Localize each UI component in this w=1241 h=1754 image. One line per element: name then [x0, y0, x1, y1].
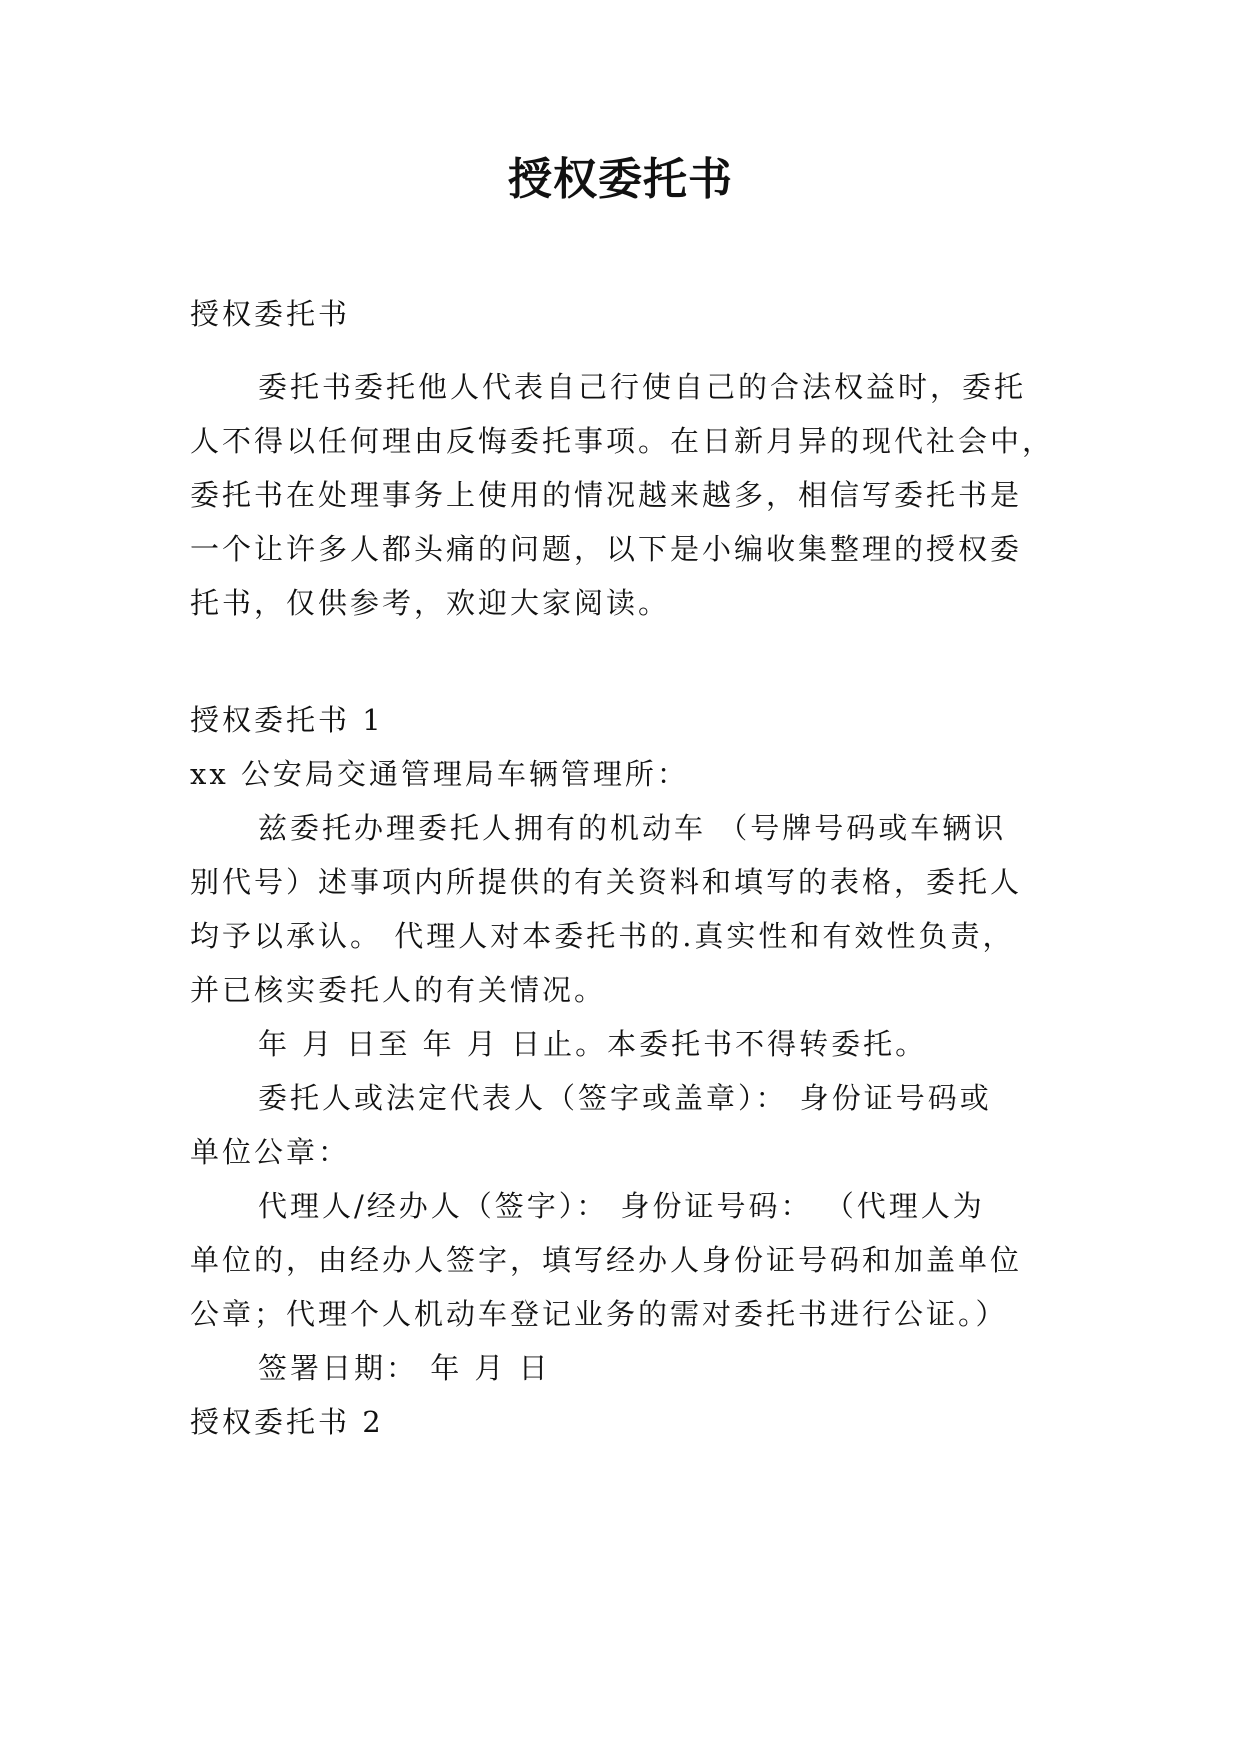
principal-line-1: 委托人或法定代表人（签字或盖章）： 身份证号码或	[258, 1081, 992, 1115]
intro-line-2: 人不得以任何理由反悔委托事项。在日新月异的现代社会中，	[190, 424, 1055, 458]
para1-line-3: 均予以承认。 代理人对本委托书的.真实性和有效性负责，	[190, 919, 1015, 953]
principal-line-2: 单位公章：	[190, 1135, 351, 1169]
document-heading: 授权委托书	[190, 297, 351, 331]
agent-line-3: 公章；代理个人机动车登记业务的需对委托书进行公证。）	[190, 1297, 1008, 1331]
para1-line-2: 别代号）述事项内所提供的有关资料和填写的表格，委托人	[190, 865, 1023, 899]
agent-line-1: 代理人/经办人（签字）： 身份证号码： （代理人为	[258, 1189, 985, 1223]
section-2-heading: 授权委托书 2	[190, 1405, 384, 1439]
intro-line-3: 委托书在处理事务上使用的情况越来越多，相信写委托书是	[190, 478, 1023, 512]
period-line: 年 月 日至 年 月 日止。本委托书不得转委托。	[258, 1027, 928, 1061]
intro-line-5: 托书，仅供参考，欢迎大家阅读。	[190, 586, 671, 620]
section-1-heading: 授权委托书 1	[190, 703, 384, 737]
intro-line-1: 委托书委托他人代表自己行使自己的合法权益时，委托	[258, 370, 1027, 404]
sign-date-line: 签署日期： 年 月 日	[258, 1351, 551, 1385]
para1-line-1: 兹委托办理委托人拥有的机动车 （号牌号码或车辆识	[258, 811, 1007, 845]
intro-line-4: 一个让许多人都头痛的问题，以下是小编收集整理的授权委	[190, 532, 1023, 566]
para1-line-4: 并已核实委托人的有关情况。	[190, 973, 607, 1007]
addressee-line: xx 公安局交通管理局车辆管理所：	[190, 757, 689, 791]
agent-line-2: 单位的，由经办人签字，填写经办人身份证号码和加盖单位	[190, 1243, 1023, 1277]
document-title: 授权委托书	[508, 154, 733, 205]
